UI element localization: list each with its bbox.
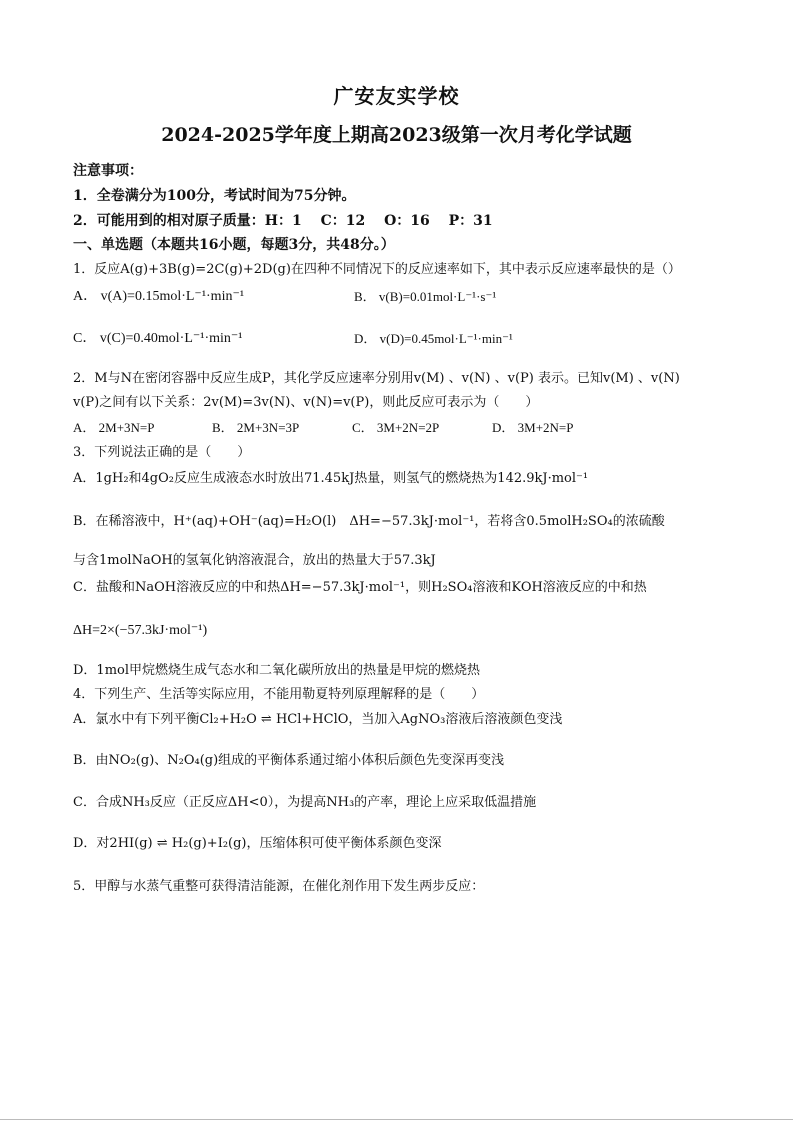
note-2: 2．可能用到的相对原子质量：H：1 C：12 O：16 P：31 <box>73 213 493 229</box>
q4-option-c: C．合成NH₃反应（正反应ΔH<0），为提高NH₃的产率，理论上应采取低温措施 <box>73 795 537 810</box>
q1-option-a: A． v(A)=0.15mol·L⁻¹·min⁻¹ <box>73 289 245 304</box>
q3-option-a: A．1gH₂和4gO₂反应生成液态水时放出71.45kJ热量，则氢气的燃烧热为142.9kJ·mol⁻¹ <box>73 471 589 486</box>
exam-title: 2024-2025学年度上期高2023级第一次月考化学试题 <box>161 124 632 146</box>
notes-heading: 注意事项： <box>73 163 143 179</box>
q2-option-b: B． 2M+3N=3P <box>212 420 300 435</box>
q3-stem: 3．下列说法正确的是（ ） <box>73 445 251 460</box>
q3-option-b-line2: 与含1molNaOH的氢氧化钠溶液混合，放出的热量大于57.3kJ <box>73 553 436 568</box>
q1-option-d: D． v(D)=0.45mol·L⁻¹·min⁻¹ <box>354 331 513 346</box>
q4-option-a: A．氯水中有下列平衡Cl₂+H₂O ⇌ HCl+HClO，当加入AgNO₃溶液后溶液颜色变浅 <box>73 712 563 727</box>
q5-stem: 5．甲醇与水蒸气重整可获得清洁能源，在催化剂作用下发生两步反应： <box>73 879 485 894</box>
section-heading: 一、单选题（本题共16小题，每题3分，共48分。） <box>73 237 395 253</box>
page-bottom-divider <box>0 1119 793 1120</box>
q1-option-b: B． v(B)=0.01mol·L⁻¹·s⁻¹ <box>354 289 497 304</box>
q1-option-c: C． v(C)=0.40mol·L⁻¹·min⁻¹ <box>73 331 243 346</box>
q3-option-c-line2: ΔH=2×(−57.3kJ·mol⁻¹) <box>73 623 208 638</box>
q2-stem-line2: v(P)之间有以下关系：2v(M)=3v(N)、v(N)=v(P)，则此反应可表示为（ ） <box>73 395 539 410</box>
q4-stem: 4．下列生产、生活等实际应用，不能用勒夏特列原理解释的是（ ） <box>73 687 485 702</box>
q1-stem: 1．反应A(g)+3B(g)=2C(g)+2D(g)在四种不同情况下的反应速率如下，其中表示反应速率最快的是（） <box>73 262 681 277</box>
q4-option-b: B．由NO₂(g)、N₂O₄(g)组成的平衡体系通过缩小体积后颜色先变深再变浅 <box>73 753 505 768</box>
q3-option-c-line1: C．盐酸和NaOH溶液反应的中和热ΔH=−57.3kJ·mol⁻¹，则H₂SO₄溶液和KOH溶液反应的中和热 <box>73 580 647 595</box>
q2-option-c: C． 3M+2N=2P <box>352 420 440 435</box>
note-1: 1．全卷满分为100分，考试时间为75分钟。 <box>73 188 356 204</box>
q2-stem-line1: 2．M与N在密闭容器中反应生成P，其化学反应速率分别用v(M) 、v(N) 、v(P) 表示。已知v(M) 、v(N) <box>73 371 680 386</box>
q2-option-a: A． 2M+3N=P <box>73 420 155 435</box>
q2-option-d: D． 3M+2N=P <box>492 420 574 435</box>
q4-option-d: D．对2HI(g) ⇌ H₂(g)+I₂(g)，压缩体积可使平衡体系颜色变深 <box>73 836 442 851</box>
q3-option-b-line1: B．在稀溶液中，H⁺(aq)+OH⁻(aq)=H₂O(l) ΔH=−57.3kJ·mol⁻¹，若将含0.5molH₂SO₄的浓硫酸 <box>73 514 665 529</box>
school-name: 广安友实学校 <box>333 84 460 108</box>
q3-option-d: D．1mol甲烷燃烧生成气态水和二氧化碳所放出的热量是甲烷的燃烧热 <box>73 663 481 678</box>
